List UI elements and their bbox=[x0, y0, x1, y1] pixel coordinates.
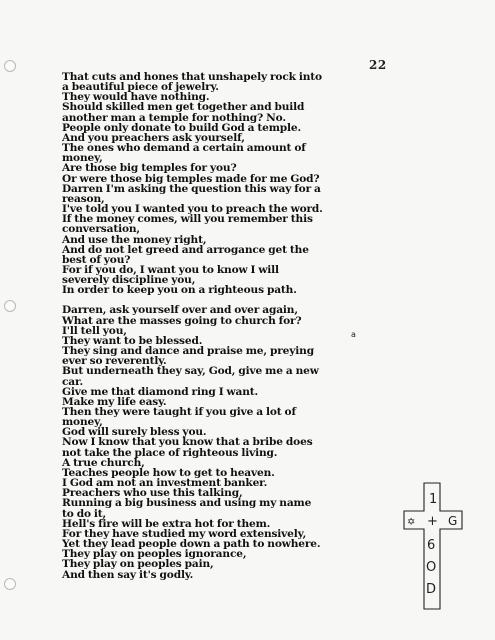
text-line: another man a temple for nothing? No. bbox=[62, 111, 286, 124]
page-number: 22 bbox=[369, 58, 387, 72]
text-line: People only donate to build God a temple. bbox=[62, 121, 302, 134]
text-line: They play on peoples ignorance, bbox=[62, 548, 247, 561]
text-line: best of you? bbox=[62, 253, 131, 266]
text-line: Darren I'm asking the question this way for a bbox=[62, 182, 321, 195]
text-line: I'll tell you, bbox=[62, 324, 127, 337]
hand-drawn-cross bbox=[402, 481, 464, 611]
text-line: The ones who demand a certain amount of bbox=[62, 142, 306, 155]
text-line: In order to keep you on a righteous path. bbox=[62, 284, 297, 297]
text-line: What are the masses going to church for? bbox=[62, 314, 302, 327]
text-line: I've told you I wanted you to preach the word. bbox=[62, 203, 323, 216]
cross-plus-sign: + bbox=[427, 514, 438, 529]
text-line: a beautiful piece of jewelry. bbox=[62, 81, 219, 94]
text-line: Or were those big temples made for me God? bbox=[62, 172, 320, 185]
text-line: car. bbox=[62, 375, 84, 388]
text-line: Are those big temples for you? bbox=[62, 162, 237, 175]
text-line: Then they were taught if you give a lot of bbox=[62, 406, 296, 418]
text-line: severely discipline you, bbox=[62, 274, 196, 287]
text-line: And then say it's godly. bbox=[62, 568, 194, 581]
text-line: Preachers who use this talking, bbox=[62, 487, 243, 500]
text-line: Teaches people how to get to heaven. bbox=[62, 466, 275, 479]
text-line: Give me that diamond ring I want. bbox=[62, 385, 259, 398]
text-line: Now I know that you know that a bribe does bbox=[62, 436, 313, 449]
binder-hole-bottom bbox=[4, 578, 16, 590]
text-line: A true church, bbox=[62, 456, 145, 469]
text-line: Yet they lead people down a path to nowhere. bbox=[62, 538, 321, 551]
text-line: They want to be blessed. bbox=[62, 334, 203, 347]
text-line: money, bbox=[62, 152, 103, 165]
text-line: For they have studied my word extensively, bbox=[62, 527, 307, 540]
text-line: And you preachers ask yourself, bbox=[62, 131, 245, 144]
cross-letter-g: G bbox=[448, 514, 458, 528]
text-line: Make my life easy. bbox=[62, 395, 167, 408]
star-of-david-icon: ✡ bbox=[407, 517, 416, 528]
text-line: And use the money right, bbox=[62, 233, 207, 246]
text-line: Hell's fire will be extra hot for them. bbox=[62, 517, 271, 530]
text-line: God will surely bless you. bbox=[62, 426, 207, 439]
text-line: They sing and dance and praise me, preying bbox=[62, 345, 314, 358]
text-line: Running a big business and using my name bbox=[62, 497, 312, 510]
text-line: Darren, ask yourself over and over again, bbox=[62, 304, 298, 317]
poem-text bbox=[62, 72, 412, 580]
cross-letter-d: D bbox=[426, 582, 437, 597]
cross-letter-o: O bbox=[426, 560, 437, 575]
text-line: And do not let greed and arrogance get the bbox=[62, 243, 309, 256]
text-line: For if you do, I want you to know I will bbox=[62, 263, 279, 276]
binder-hole-middle bbox=[4, 300, 16, 312]
text-line: They would have nothing. bbox=[62, 91, 210, 104]
text-line: Should skilled men get together and build bbox=[62, 101, 305, 114]
text-line: They play on peoples pain, bbox=[62, 558, 214, 571]
binder-hole-top bbox=[4, 60, 16, 72]
text-line: money, bbox=[62, 416, 103, 429]
text-line: That cuts and hones that unshapely rock into bbox=[62, 71, 322, 83]
text-line: ever so reverently. bbox=[62, 355, 167, 368]
text-line: If the money comes, will you remember this bbox=[62, 213, 313, 226]
text-line: conversation, bbox=[62, 223, 140, 236]
text-line: I God am not an investment banker. bbox=[62, 477, 268, 490]
text-line: reason, bbox=[62, 192, 105, 205]
text-line: But underneath they say, God, give me a new bbox=[62, 365, 319, 378]
cross-letter-6: 6 bbox=[427, 538, 436, 553]
text-line: not take the place of righteous living. bbox=[62, 446, 278, 459]
text-line: to do it, bbox=[62, 507, 107, 520]
cross-letter-1: 1 bbox=[429, 492, 438, 507]
handwritten-correction-mark: a bbox=[351, 330, 356, 339]
